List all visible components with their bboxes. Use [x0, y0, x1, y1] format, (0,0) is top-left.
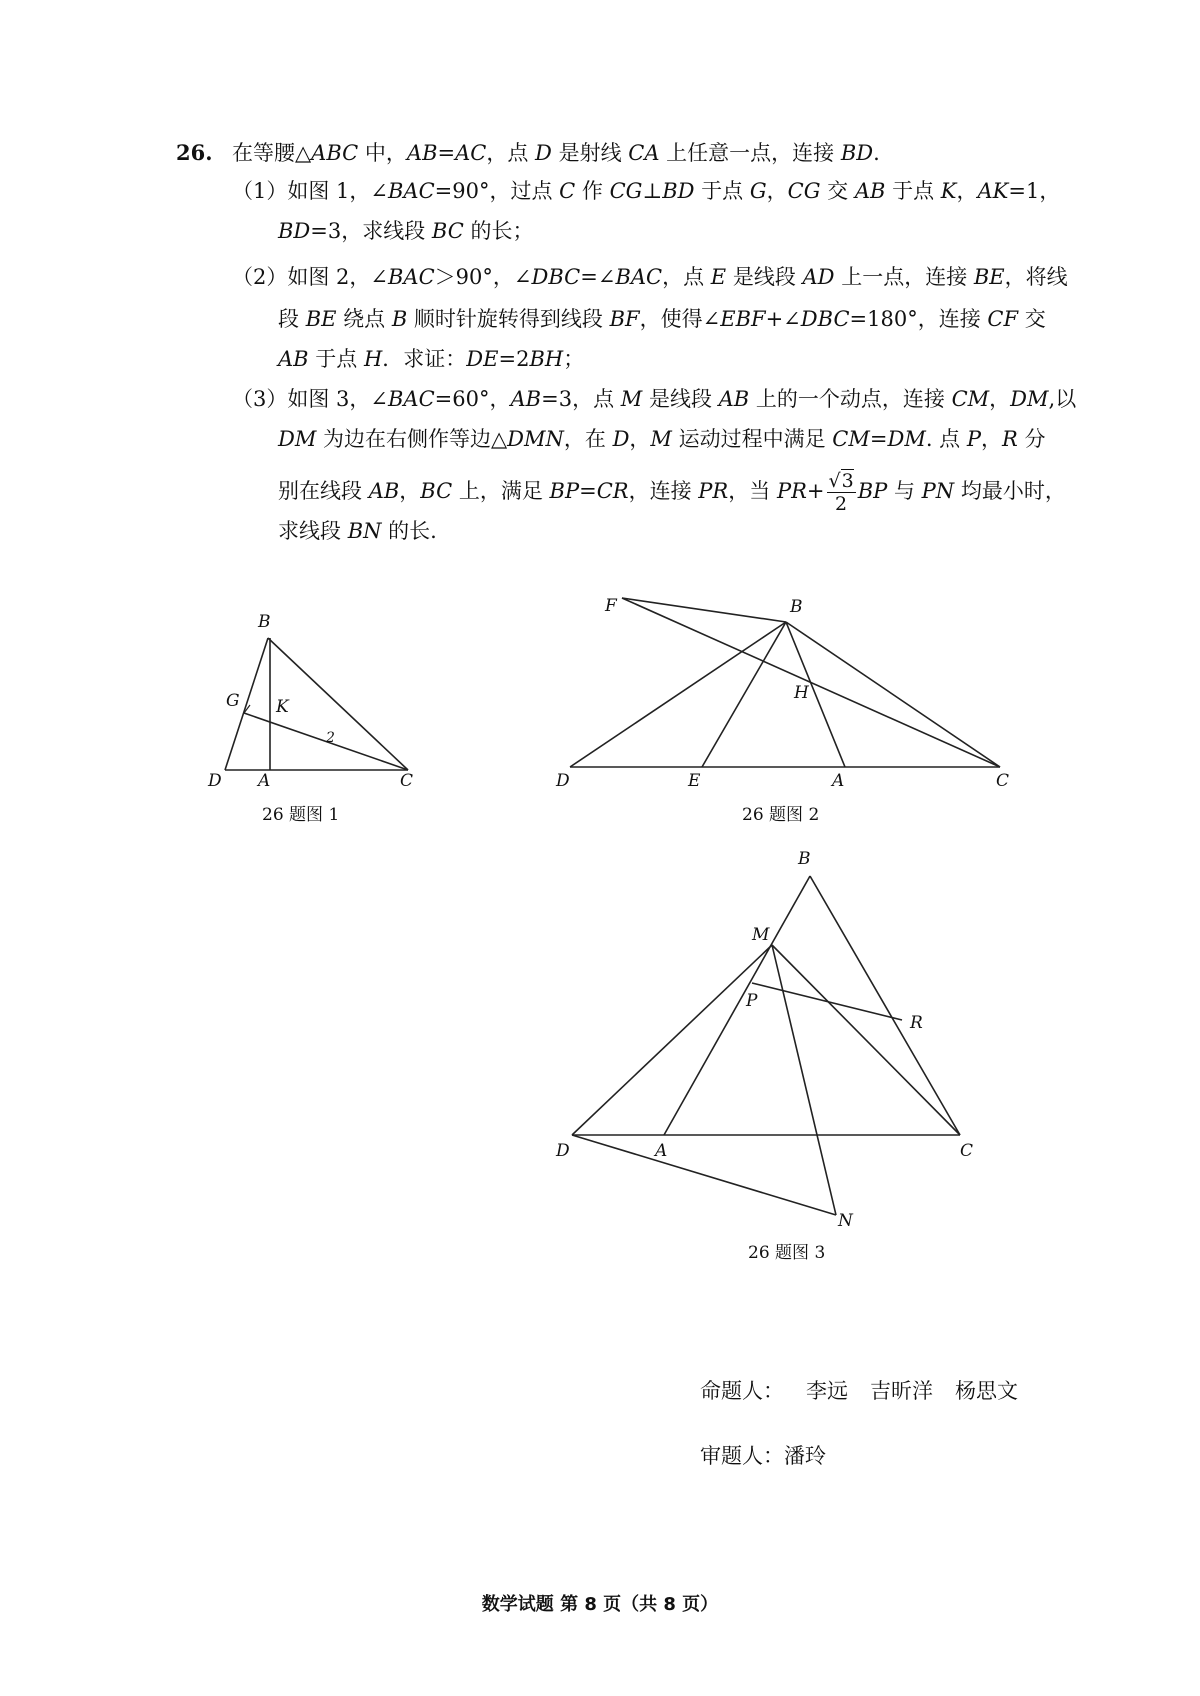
math-symbol: BH — [529, 347, 564, 371]
fig3-label-n: N — [838, 1211, 853, 1231]
math-symbol: AK — [977, 179, 1009, 203]
fig1-segment-bc — [268, 638, 408, 770]
setter-name-2: 吉昕洋 — [870, 1379, 933, 1403]
math-symbol: M — [620, 387, 643, 411]
math-symbol: CG — [787, 179, 821, 203]
fig1-label-g: G — [226, 691, 240, 711]
part1-line1: （1）如图 1，∠BAC=90°，过点 C 作 CG⊥BD 于点 G，CG 交 AB 于点 K，AK=1， — [232, 179, 1061, 203]
math-symbol: R — [1002, 427, 1018, 451]
math-symbol: BAC — [615, 265, 663, 289]
math-symbol: G — [749, 179, 767, 203]
part2-line2: 段 BE 绕点 B 顺时针旋转得到线段 BF，使得∠EBF+∠DBC=180°，连接 CF 交 — [278, 307, 1046, 331]
fig2-segment-be — [702, 622, 786, 767]
fig1-label-b: B — [258, 612, 271, 632]
fig2-segment-bc — [786, 622, 1000, 767]
math-symbol: CF — [987, 307, 1019, 331]
fig3-segment-pr — [752, 983, 902, 1020]
question-stem: 在等腰△ABC 中，AB=AC，点 D 是射线 CA 上任意一点，连接 BD. — [232, 141, 880, 165]
fig1-label-c: C — [400, 771, 414, 791]
math-symbol: DM — [1010, 387, 1049, 411]
figure-2-lines — [570, 598, 1000, 767]
math-symbol: BAC — [388, 265, 435, 289]
fig3-segment-bc — [810, 876, 960, 1135]
math-symbol: K — [940, 179, 957, 203]
part3-line2: DM 为边在右侧作等边△DMN，在 D，M 运动过程中满足 CM=DM. 点 P，R 分 — [278, 427, 1046, 451]
fig3-label-b: B — [798, 849, 811, 869]
fig3-label-c: C — [960, 1141, 974, 1161]
math-symbol: BAC — [388, 179, 435, 203]
fig2-segment-ba — [786, 622, 845, 767]
math-symbol: DMN — [507, 427, 564, 451]
math-symbol: D — [535, 141, 552, 165]
fig1-right-angle-mark — [244, 705, 250, 713]
math-symbol: PN — [921, 479, 955, 503]
figure-3-lines — [572, 876, 960, 1215]
math-symbol: CM — [951, 387, 990, 411]
setters-label: 命题人： — [700, 1379, 784, 1403]
math-symbol: BD — [662, 179, 695, 203]
fig1-label-a: A — [258, 771, 271, 791]
fig2-label-d: D — [556, 771, 570, 791]
fraction-denominator: 2 — [835, 493, 848, 515]
math-symbol: D — [612, 427, 630, 451]
fig3-segment-ab — [664, 876, 810, 1135]
math-symbol: BP — [549, 479, 580, 503]
part3-line3-before: 别在线段 AB，BC 上，满足 BP=CR，连接 PR，当 PR+ — [278, 479, 825, 503]
math-symbol: AB — [718, 387, 750, 411]
figure-1-lines — [225, 638, 408, 770]
fig2-label-c: C — [996, 771, 1010, 791]
part3-line1: （3）如图 3，∠BAC=60°，AB=3，点 M 是线段 AB 上的一个动点，连接 CM，DM,以 — [232, 387, 1077, 411]
fig3-label-p: P — [746, 991, 758, 1011]
part3-line3-after: BP 与 PN 均最小时， — [857, 479, 1066, 503]
reviewer-label: 审题人： — [700, 1444, 784, 1468]
setter-name-1: 李远 — [806, 1379, 848, 1403]
math-symbol: BP — [857, 479, 888, 503]
math-symbol: BN — [347, 519, 382, 543]
fig3-segment-dn — [572, 1135, 836, 1215]
math-symbol: PR — [776, 479, 807, 503]
fig1-segment-gc — [244, 713, 408, 770]
math-symbol: BAC — [388, 387, 435, 411]
math-symbol: BC — [431, 219, 464, 243]
math-symbol: AB — [278, 347, 309, 371]
fig3-label-d: D — [556, 1141, 570, 1161]
math-symbol: BD — [840, 141, 874, 165]
fig2-label-h: H — [794, 683, 809, 703]
math-symbol: H — [363, 347, 383, 371]
math-symbol: CM — [832, 427, 870, 451]
fig1-segment-db — [225, 638, 268, 770]
fig1-label-d: D — [208, 771, 222, 791]
math-symbol: AB — [854, 179, 886, 203]
math-symbol: M — [650, 427, 672, 451]
fig2-segment-fb — [622, 598, 786, 622]
part2-line1: （2）如图 2，∠BAC＞90°，∠DBC=∠BAC，点 E 是线段 AD 上一点，连接 BE，将线 — [232, 265, 1068, 289]
math-symbol: CG — [609, 179, 643, 203]
part1-line2: BD=3，求线段 BC 的长； — [278, 219, 534, 243]
question-reviewer — [700, 1440, 826, 1470]
math-symbol: AB — [406, 141, 438, 165]
fig3-label-a: A — [655, 1141, 668, 1161]
math-symbol: E — [710, 265, 727, 289]
fig3-label-r: R — [910, 1013, 923, 1033]
math-symbol: EBF — [720, 307, 766, 331]
fig2-label-e: E — [688, 771, 701, 791]
fig3-segment-mn — [772, 945, 836, 1215]
reviewer-name: 潘玲 — [784, 1444, 826, 1468]
part3-line4: 求线段 BN 的长. — [278, 519, 437, 543]
page-footer: 数学试题 第 8 页（共 8 页） — [481, 1594, 719, 1615]
question-number: 26. — [176, 140, 213, 165]
math-symbol: AB — [510, 387, 542, 411]
math-symbol: AD — [802, 265, 835, 289]
figure-3-caption: 26 题图 3 — [748, 1243, 826, 1263]
fig2-segment-db — [570, 622, 786, 767]
math-symbol: P — [966, 427, 981, 451]
question-setters — [700, 1375, 1018, 1405]
math-symbol: AB — [368, 479, 400, 503]
fig2-label-b: B — [790, 597, 803, 617]
math-symbol: BE — [305, 307, 337, 331]
math-symbol: CR — [596, 479, 629, 503]
fig2-label-f: F — [605, 596, 617, 616]
math-symbol: DBC — [531, 265, 581, 289]
math-symbol: ABC — [311, 141, 359, 165]
fraction-numerator: 3 — [841, 470, 854, 492]
fig3-segment-mc — [772, 945, 960, 1135]
fraction-sqrt3-over-2: $\frac{√3}{2}$ — [828, 470, 854, 515]
figure-1-caption: 26 题图 1 — [262, 805, 340, 825]
math-symbol: BE — [973, 265, 1005, 289]
fig3-label-m: M — [752, 925, 770, 945]
math-symbol: DE — [466, 347, 499, 371]
math-symbol: BD — [278, 219, 311, 243]
fig2-label-a: A — [832, 771, 845, 791]
math-symbol: CA — [628, 141, 660, 165]
math-symbol: DBC — [800, 307, 850, 331]
math-symbol: DM — [278, 427, 317, 451]
math-symbol: B — [391, 307, 408, 331]
setter-name-3: 杨思文 — [955, 1379, 1018, 1403]
math-symbol: PR — [698, 479, 729, 503]
part2-line3: AB 于点 H．求证：DE=2BH； — [278, 347, 585, 371]
fig3-segment-dm — [572, 945, 772, 1135]
math-symbol: BF — [609, 307, 640, 331]
part3-line3 — [278, 470, 1066, 515]
math-symbol: DM — [887, 427, 926, 451]
math-symbol: C — [559, 179, 576, 203]
math-symbol: BC — [420, 479, 453, 503]
figure-2-caption: 26 题图 2 — [742, 805, 820, 825]
fig2-segment-fc — [622, 598, 1000, 767]
math-symbol: AC — [455, 141, 487, 165]
fig1-label-k: K — [276, 697, 289, 717]
fig1-label-mark: 2 — [326, 730, 335, 746]
